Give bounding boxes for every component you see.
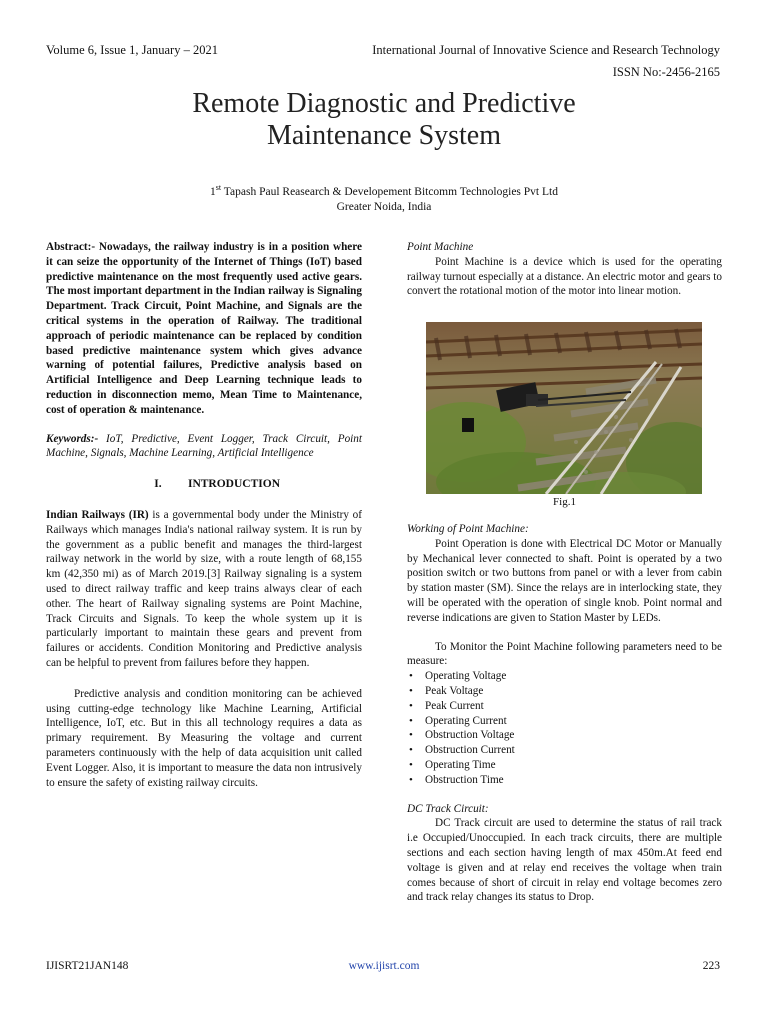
list-item: • Operating Voltage [407, 669, 722, 684]
dc-track-text: DC Track circuit are used to determine the status of rail track i.e Occupied/Unoccupied. In each track circuits, there are multiple sections and each section having length of max 450m.At feed end voltage is given and at relay end receives the voltage when train comes because of short of circuit in relay end voltage becomes zero and track relay changes its status to Drop. [407, 817, 722, 904]
list-item: • Operating Time [407, 758, 722, 773]
point-machine-text: Point Machine is a device which is used for the operating railway turnout especially at a distance. An electric motor and gears to convert the rotational motion of the motor into linear motion. [407, 255, 722, 298]
list-item: • Obstruction Time [407, 773, 722, 788]
figure-point-machine [426, 322, 702, 494]
point-machine-heading: Point Machine [407, 241, 474, 253]
list-item: • Obstruction Voltage [407, 728, 722, 743]
figure-caption: Fig.1 [553, 496, 576, 508]
author-name: Tapash Paul Reasearch & Developement Bitcomm Technologies Pvt Ltd [223, 185, 558, 198]
footer-code: IJISRT21JAN148 [46, 960, 129, 972]
abstract [46, 240, 362, 418]
author-ordinal: 1 [210, 185, 216, 198]
page-number: 223 [702, 960, 720, 972]
list-item: • Obstruction Current [407, 743, 722, 758]
section-title: INTRODUCTION [187, 478, 280, 491]
right-column-top [407, 240, 722, 299]
abstract-label: Abstract:- [46, 241, 96, 253]
footer-link[interactable]: www.ijisrt.com [348, 960, 420, 972]
working-text: Point Operation is done with Electrical DC Motor or Manually by Mechanical lever connected to shaft. Point is operated by a two position switch or two buttons from panel or with a lever from cabin by station master (SM). Since the relays are in interlocking state, they will be operated with the operation of single knob. Point normal and reverse indications are given to Station Master by LEDs. [407, 537, 722, 624]
volume-info: Volume 6, Issue 1, January – 2021 [46, 43, 218, 57]
issn: ISSN No:-2456-2165 [612, 65, 720, 79]
section-heading-intro [46, 477, 362, 492]
list-item: • Peak Voltage [407, 684, 722, 699]
title-line-1: Remote Diagnostic and Predictive [192, 88, 576, 119]
author-location: Greater Noida, India [336, 200, 432, 213]
author-ordinal-suffix: st [215, 183, 222, 192]
left-column [46, 240, 362, 790]
intro-text-1: is a governmental body under the Ministry of Railways which manages India's national railway system. It is run by the government as a public benefit and manages the third-largest railway network in the world by size, with a route length of 68,155 km (42,350 mi) as of March 2019.[3] Railway signaling is a system used to direct railway traffic and keep trains always clear of each other. The heart of Railway signaling systems are Point Machine, Track Circuits and Signals. To keep the whole system up it is particularly important to maintain these gears and prevent from failures or accidents. Condition Monitoring and Predictive analysis can be helpful to prevent from failures before they happen. [46, 508, 363, 669]
railway-photo [426, 322, 702, 494]
author-block [0, 180, 768, 215]
abstract-text: Nowadays, the railway industry is in a position where it can seize the opportunity of the Internet of Things (IoT) based predictive maintenance on the most frequently used active gears. The most important department in the Indian railway is Signaling Department. Track Circuit, Point Machine, and Signals are the critical systems in the operation of Railway. The traditional approach of periodic maintenance can be replaced by condition based predictive maintenance system which gives advance warning of potential failures, Predictive analysis based on Artificial Intelligence and Deep Learning technique leads to reduction in disconnection memo, Mean Time to Maintenance, cost of operation & maintenance. [46, 241, 362, 416]
journal-name: International Journal of Innovative Science and Research Technology [372, 43, 720, 57]
list-item: • Operating Current [407, 714, 722, 729]
intro-paragraph-1 [46, 508, 362, 671]
title-line-2: Maintenance System [266, 120, 502, 151]
monitor-intro: To Monitor the Point Machine following parameters need to be measure: [407, 640, 722, 668]
keywords-label: Keywords:- [46, 432, 99, 445]
list-item: • Peak Current [407, 699, 722, 714]
parameter-list [407, 669, 722, 787]
working-heading: Working of Point Machine: [407, 523, 529, 535]
right-column-bottom [407, 522, 722, 905]
paper-title [0, 88, 768, 152]
keywords-text: IoT, Predictive, Event Logger, Track Circuit, Point Machine, Signals, Machine Learning, Artificial Intelligence [46, 432, 362, 460]
intro-paragraph-2: Predictive analysis and condition monitoring can be achieved using cutting-edge technology like Machine Learning, Artificial Intelligence, IoT, etc. But in this all technology requires a data as primary requirement. By Measuring the voltage and current parameters continuously with the help of data acquisition unit called Event Logger. Also, it is important to measure the data non intrusively to ensure the safety of existing railway circuits. [46, 687, 362, 789]
dc-track-heading: DC Track Circuit: [407, 802, 489, 815]
section-number: I. [154, 478, 162, 491]
keywords [46, 432, 362, 462]
intro-lead: Indian Railways (IR) [46, 508, 149, 521]
